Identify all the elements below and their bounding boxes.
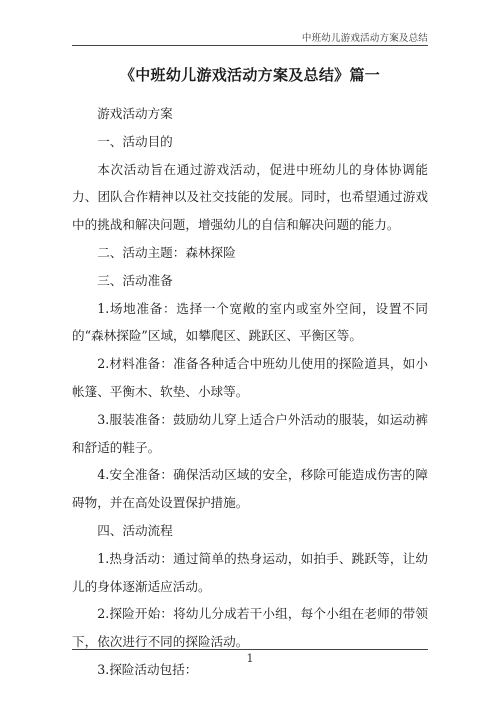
document-title: 《中班幼儿游戏活动方案及总结》篇一 bbox=[119, 66, 381, 84]
paragraph-purpose: 本次活动旨在通过游戏活动，促进中班幼儿的身体协调能力、团队合作精神以及社交技能的发展。同时，也希望通过游戏中的挑战和解决问题，增强幼儿的自信和解决问题的能力。 bbox=[72, 161, 428, 233]
paragraph-safety: 4.安全准备：确保活动区域的安全，移除可能造成伤害的障碍物，并在高处设置保护措施。 bbox=[72, 467, 428, 511]
document-body bbox=[72, 100, 428, 684]
heading-process: 四、活动流程 bbox=[97, 522, 173, 538]
paragraph-activities: 3.探险活动包括： bbox=[97, 661, 198, 677]
paragraph-start: 2.探险开始：将幼儿分成若干小组，每个小组在老师的带领下，依次进行不同的探险活动。 bbox=[72, 606, 428, 650]
header-divider bbox=[72, 45, 428, 46]
paragraph-venue: 1.场地准备：选择一个宽敞的室内或室外空间，设置不同的“森林探险”区域，如攀爬区、跳跃区、平衡区等。 bbox=[72, 300, 428, 344]
paragraph-section-label: 游戏活动方案 bbox=[97, 106, 173, 121]
heading-preparation: 三、活动准备 bbox=[97, 272, 173, 288]
footer-divider bbox=[72, 649, 428, 650]
heading-purpose: 一、活动目的 bbox=[97, 133, 173, 149]
heading-theme: 二、活动主题：森林探险 bbox=[97, 244, 236, 260]
paragraph-clothing: 3.服装准备：鼓励幼儿穿上适合户外活动的服装，如运动裤和舒适的鞋子。 bbox=[72, 411, 428, 455]
paragraph-materials: 2.材料准备：准备各种适合中班幼儿使用的探险道具，如小帐篷、平衡木、软垫、小球等。 bbox=[72, 356, 428, 399]
page-number: 1 bbox=[246, 652, 254, 665]
running-header: 中班幼儿游戏活动方案及总结 bbox=[301, 33, 428, 44]
paragraph-warmup: 1.热身活动：通过简单的热身运动，如拍手、跳跃等，让幼儿的身体逐渐适应活动。 bbox=[72, 550, 428, 594]
